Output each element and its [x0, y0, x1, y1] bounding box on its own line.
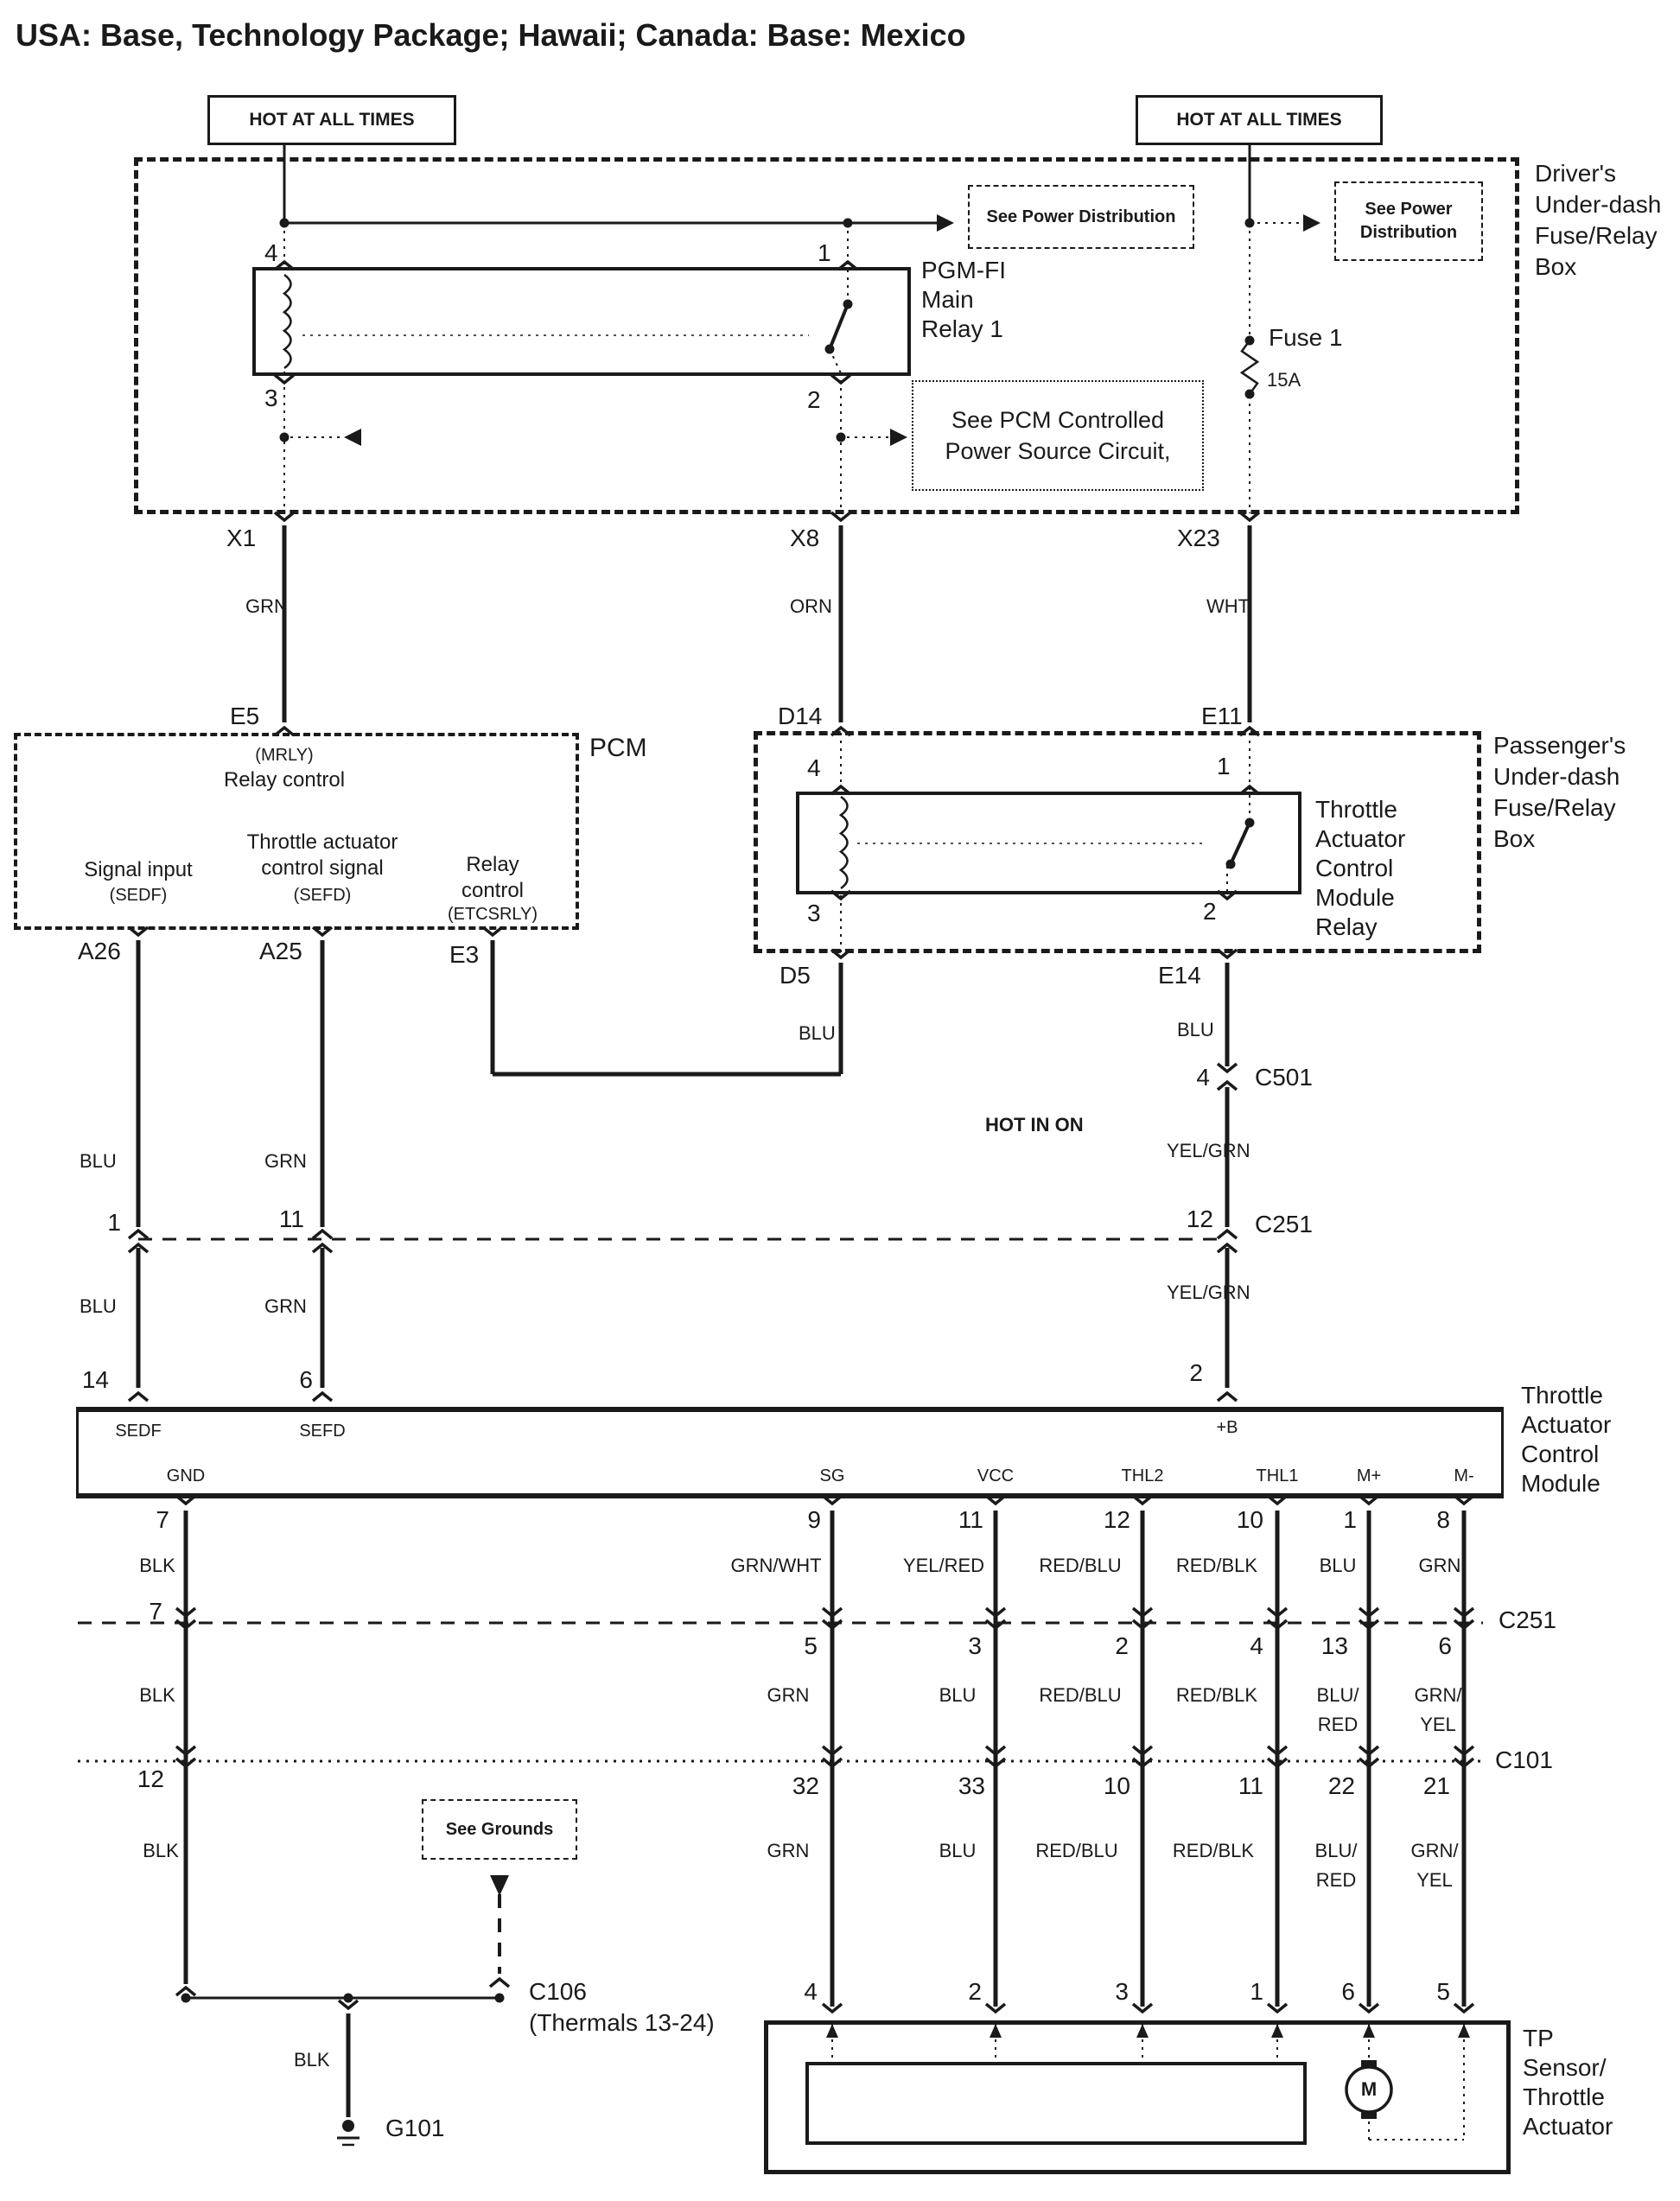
label: 13: [1320, 1632, 1348, 1659]
label: 1: [1343, 1506, 1357, 1533]
page-title: USA: Base, Technology Package; Hawaii; Canada: Base: Mexico: [16, 17, 966, 53]
pin-connector-icon: [831, 786, 850, 794]
label: Control: [1315, 855, 1394, 881]
label: control: [461, 879, 525, 902]
label: GRN: [1418, 1555, 1461, 1576]
label: Relay control: [223, 768, 346, 792]
label: 1: [1250, 1978, 1263, 2005]
label: VCC: [977, 1466, 1015, 1485]
label: BLU: [799, 1022, 836, 1044]
pin-connector-icon: [313, 927, 332, 935]
label: 4: [264, 239, 278, 266]
label: 14: [81, 1366, 109, 1393]
pin-connector-icon: [1454, 1496, 1473, 1504]
pin-connector-icon: [275, 512, 294, 520]
label: Signal input: [84, 858, 193, 881]
label: RED/BLU: [1039, 1684, 1122, 1706]
label: 2: [807, 386, 821, 413]
arrowhead-icon: [990, 2024, 1002, 2038]
label: C251: [1499, 1606, 1556, 1633]
pin-connector-icon: [313, 1231, 332, 1238]
pin-connector-icon: [129, 1231, 148, 1238]
label: GRN: [245, 595, 288, 617]
label: RED/BLU: [1039, 1555, 1122, 1576]
label: 1: [1217, 753, 1231, 779]
label: 22: [1327, 1772, 1355, 1799]
label: Driver's: [1535, 160, 1617, 187]
label: E5: [230, 703, 260, 729]
label: 6: [1341, 1978, 1355, 2005]
label: Throttle actuator: [246, 830, 398, 854]
label: Actuator: [1315, 825, 1406, 852]
label: M-: [1454, 1466, 1474, 1485]
arrowhead-icon: [890, 429, 907, 446]
label: PGM-FI: [921, 257, 1006, 283]
label: A26: [78, 938, 121, 964]
label: Box: [1493, 825, 1536, 852]
arrowhead-icon: [1271, 2024, 1283, 2038]
label: RED/BLK: [1172, 1840, 1255, 1861]
label: Module: [1521, 1470, 1600, 1497]
pin-connector-icon: [831, 375, 850, 383]
label: 10: [1236, 1506, 1263, 1533]
label: RED/BLK: [1175, 1555, 1258, 1576]
label: 7: [156, 1506, 169, 1533]
junction-dot: [1245, 219, 1255, 228]
junction-dot: [495, 1994, 505, 2003]
label: Throttle: [1523, 2083, 1605, 2110]
label: 4: [1196, 1064, 1210, 1091]
label: (SEDF): [109, 886, 168, 905]
label: Module: [1315, 884, 1395, 911]
label: 10: [1103, 1772, 1130, 1799]
wire: [830, 304, 848, 349]
label: Relay: [1315, 913, 1378, 940]
label: C106: [529, 1978, 587, 2005]
pin-connector-icon: [490, 1979, 509, 1987]
label: C101: [1495, 1746, 1553, 1773]
label: BLK: [139, 1555, 175, 1576]
label: RED/BLU: [1035, 1840, 1118, 1861]
label: Relay 1: [921, 315, 1003, 342]
junction-dot: [825, 345, 835, 354]
label: 4: [807, 754, 821, 781]
pin-connector-icon: [1268, 1496, 1287, 1504]
label: GRN: [767, 1840, 810, 1861]
label: E3: [449, 941, 480, 968]
label: 4: [804, 1978, 818, 2005]
pin-connector-icon: [823, 1496, 842, 1504]
label: BLU: [1177, 1019, 1214, 1040]
relay-coil-icon: [284, 275, 291, 368]
label: A25: [259, 938, 302, 964]
label: C251: [1255, 1211, 1313, 1237]
pin-connector-icon: [1218, 950, 1237, 957]
label: BLU/: [1314, 1840, 1358, 1861]
label: M+: [1356, 1466, 1382, 1485]
label: YEL/GRN: [1167, 1282, 1250, 1303]
label: 12: [1186, 1205, 1213, 1232]
label: RED/BLK: [1175, 1684, 1258, 1706]
junction-dot: [181, 1994, 191, 2003]
label: (Thermals 13-24): [529, 2009, 715, 2036]
label: GRN: [264, 1295, 307, 1317]
wire: [1231, 823, 1250, 864]
label: TP: [1523, 2025, 1554, 2052]
label: 2: [1189, 1359, 1203, 1386]
pin-connector-icon: [1133, 1496, 1152, 1504]
junction-dot: [843, 219, 853, 228]
label: GRN/WHT: [730, 1555, 822, 1576]
label: Box: [1535, 253, 1577, 280]
label: Passenger's: [1493, 732, 1626, 759]
label: YEL: [1420, 1714, 1456, 1735]
label: BLU: [1319, 1555, 1357, 1576]
label: 15A: [1267, 369, 1301, 391]
label: (SEFD): [293, 886, 352, 905]
label: (ETCSRLY): [447, 905, 538, 924]
pin-connector-icon: [483, 927, 502, 935]
label: Fuse/Relay: [1535, 222, 1658, 249]
label: WHT: [1206, 595, 1250, 617]
label: Main: [921, 286, 974, 313]
label: 11: [278, 1205, 304, 1232]
label: 5: [804, 1632, 818, 1659]
label: THL1: [1256, 1466, 1299, 1485]
label: 4: [1250, 1632, 1263, 1659]
junction-dot: [344, 1994, 353, 2003]
label: 12: [1103, 1506, 1130, 1533]
label: X1: [226, 525, 257, 551]
label: 2: [1203, 898, 1217, 925]
pin-connector-icon: [129, 1393, 148, 1401]
label: X23: [1177, 525, 1220, 551]
label: ORN: [790, 595, 832, 617]
pin-connector-icon: [313, 1393, 332, 1401]
arrowhead-icon: [490, 1875, 509, 1896]
label: E11: [1201, 703, 1243, 729]
label: Relay: [466, 853, 519, 876]
label: X8: [790, 525, 820, 551]
label: GRN: [264, 1150, 307, 1172]
hot-at-all-times-right-text: HOT AT ALL TIMES: [1176, 109, 1342, 130]
label: RED: [1315, 1869, 1357, 1891]
pin-connector-icon: [1240, 512, 1259, 520]
junction-dot: [280, 433, 290, 442]
pin-connector-icon: [1218, 891, 1237, 899]
see-power-distribution-box-2-text: Distribution: [1359, 223, 1458, 242]
ground-icon: [342, 2120, 354, 2132]
label: 3: [1115, 1978, 1129, 2005]
label: Throttle: [1315, 796, 1397, 823]
pin-connector-icon: [129, 927, 148, 935]
label: Sensor/: [1523, 2054, 1607, 2081]
label: 2: [1115, 1632, 1129, 1659]
junction-dot: [843, 300, 853, 309]
see-pcm-controlled-box-text: See PCM Controlled: [951, 406, 1165, 433]
label: +B: [1216, 1418, 1238, 1437]
arrowhead-icon: [1303, 214, 1320, 232]
label: YEL/GRN: [1167, 1140, 1250, 1161]
pin-connector-icon: [176, 1496, 195, 1504]
label: HOT IN ON: [985, 1114, 1084, 1135]
label: G101: [385, 2115, 445, 2141]
label: YEL/RED: [902, 1555, 985, 1576]
label: Under-dash: [1535, 191, 1662, 218]
label: BLU: [80, 1295, 117, 1317]
label: GRN/: [1414, 1684, 1462, 1706]
label: Fuse 1: [1269, 324, 1343, 351]
label: BLK: [139, 1684, 175, 1706]
pin-connector-icon: [1240, 786, 1259, 794]
label: M: [1360, 2078, 1378, 2100]
label: C501: [1255, 1064, 1313, 1091]
junction-dot: [837, 433, 846, 442]
pin-connector-icon: [1218, 1393, 1237, 1401]
fuse-element-icon: [1242, 340, 1257, 394]
label: (MRLY): [255, 746, 314, 765]
label: E14: [1158, 962, 1201, 989]
label: 3: [968, 1632, 982, 1659]
label: Throttle: [1521, 1382, 1603, 1409]
arrowhead-icon: [1136, 2024, 1149, 2038]
label: 1: [107, 1209, 121, 1236]
label: RED: [1317, 1714, 1359, 1735]
label: 8: [1436, 1506, 1450, 1533]
arrowhead-icon: [826, 2024, 838, 2038]
label: 7: [149, 1598, 162, 1625]
see-grounds-box-text: See Grounds: [445, 1819, 554, 1839]
arrowhead-icon: [1458, 2024, 1470, 2038]
label: Fuse/Relay: [1493, 794, 1616, 821]
label: 33: [958, 1772, 985, 1799]
pin-connector-icon: [831, 512, 850, 520]
junction-dot: [1226, 860, 1236, 869]
pin-connector-icon: [275, 728, 294, 735]
label: BLU: [80, 1150, 117, 1172]
label: Control: [1521, 1441, 1600, 1467]
label: BLK: [294, 2049, 330, 2071]
arrowhead-icon: [344, 429, 361, 446]
see-pcm-controlled-box-text: Power Source Circuit,: [945, 438, 1171, 464]
label: BLU: [939, 1840, 977, 1861]
label: 32: [792, 1772, 819, 1799]
hot-at-all-times-left-text: HOT AT ALL TIMES: [249, 109, 415, 130]
pin-connector-icon: [1359, 1496, 1378, 1504]
label: 3: [807, 900, 821, 926]
pin-connector-icon: [986, 1496, 1005, 1504]
pin-connector-icon: [1218, 1231, 1237, 1238]
label: 3: [264, 385, 278, 411]
junction-dot: [1245, 818, 1255, 828]
pin-connector-icon: [838, 262, 857, 270]
junction-dot: [280, 219, 290, 228]
label: BLU/: [1316, 1684, 1359, 1706]
label: BLU: [939, 1684, 977, 1706]
label: 5: [1436, 1978, 1450, 2005]
label: 11: [1238, 1772, 1263, 1799]
arrowhead-icon: [937, 214, 954, 232]
label: SEFD: [299, 1422, 346, 1441]
label: D5: [780, 962, 811, 989]
label: control signal: [261, 856, 384, 880]
label: 12: [137, 1765, 164, 1792]
label: 11: [958, 1506, 983, 1533]
label: 2: [968, 1978, 982, 2005]
pin-connector-icon: [275, 375, 294, 383]
see-power-distribution-box-1-text: See Power Distribution: [986, 207, 1176, 226]
label: Under-dash: [1493, 763, 1620, 790]
relay-coil-icon: [841, 797, 848, 888]
label: 9: [807, 1506, 821, 1533]
label: BLK: [143, 1840, 179, 1861]
see-power-distribution-box-2-text: See Power: [1365, 200, 1453, 219]
label: YEL: [1416, 1869, 1453, 1891]
label: 6: [299, 1366, 313, 1393]
label: 6: [1438, 1632, 1452, 1659]
label: GRN: [767, 1684, 810, 1706]
label: Actuator: [1521, 1411, 1612, 1438]
label: 1: [818, 239, 831, 266]
label: SG: [819, 1466, 845, 1485]
label: 21: [1422, 1772, 1450, 1799]
label: GRN/: [1410, 1840, 1459, 1861]
arrowhead-icon: [1363, 2024, 1375, 2038]
label: SEDF: [115, 1422, 162, 1441]
label: GND: [166, 1466, 206, 1485]
label: Actuator: [1523, 2113, 1613, 2140]
label: PCM: [589, 734, 647, 762]
pin-connector-icon: [831, 891, 850, 899]
label: D14: [778, 703, 823, 729]
label: THL2: [1121, 1466, 1164, 1485]
